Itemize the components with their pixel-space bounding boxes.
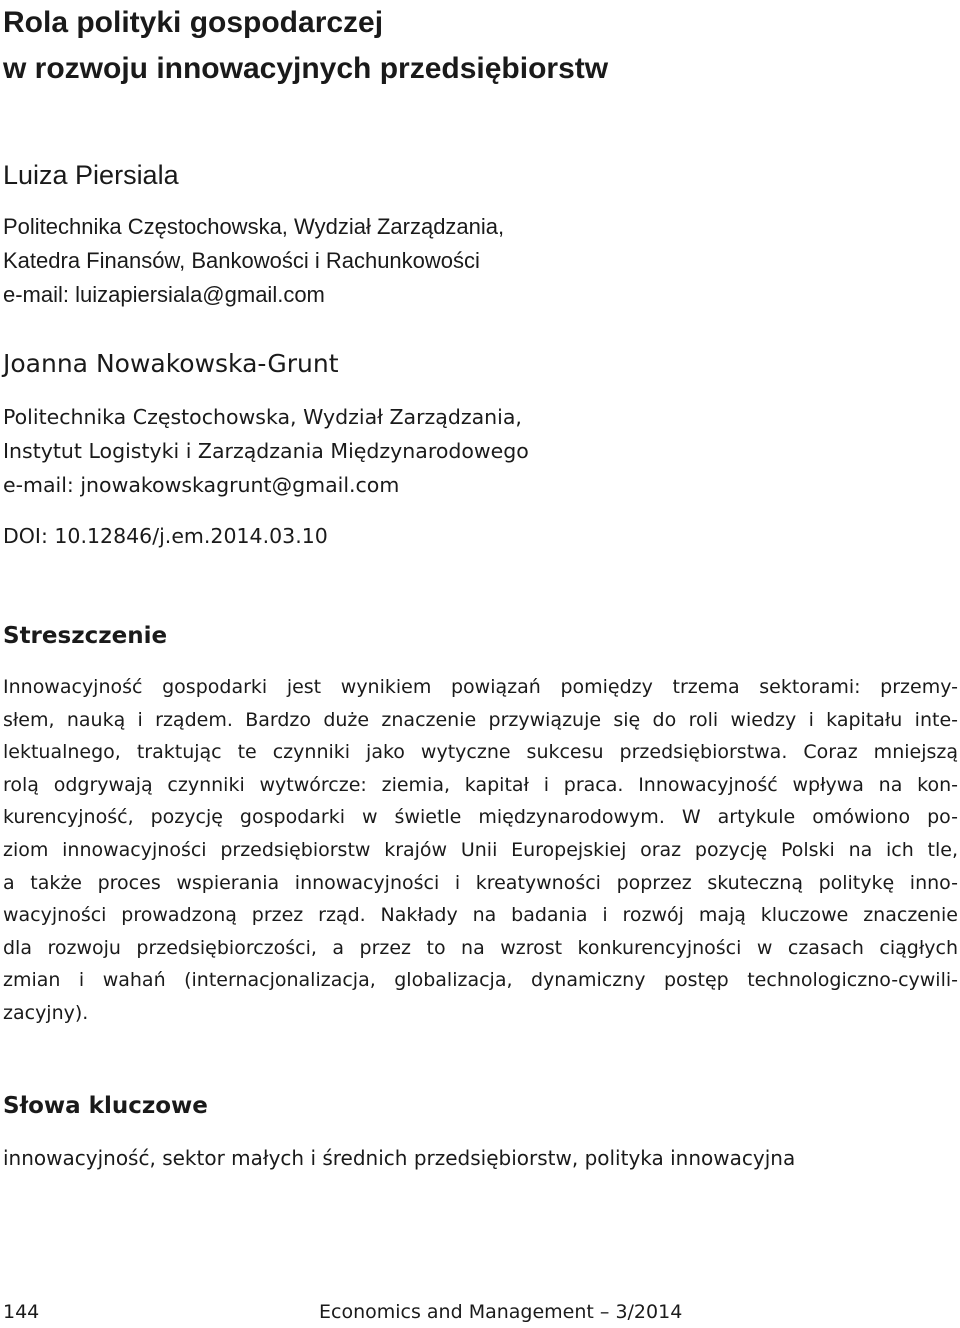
journal-citation: Economics and Management – 3/2014 xyxy=(319,1301,683,1323)
title-line-2: w rozwoju innowacyjnych przedsiębiorstw xyxy=(3,52,609,85)
abstract-body xyxy=(3,671,958,1030)
abstract-line: kurencyjność, pozycję gospodarki w świetle międzynarodowym. W artykule omówiono po- xyxy=(3,806,958,829)
author-affiliation-2 xyxy=(3,400,529,502)
affiliation-line: Politechnika Częstochowska, Wydział Zarządzania, xyxy=(3,405,522,429)
abstract-line: dla rozwoju przedsiębiorczości, a przez to na wzrost konkurencyjności w czasach ciągłych xyxy=(3,936,958,959)
paper-title xyxy=(3,0,943,92)
author-affiliation-1 xyxy=(3,210,504,312)
title-line-1: Rola polityki gospodarczej xyxy=(3,6,384,39)
author-email-1: e-mail: luizapiersiala@gmail.com xyxy=(3,282,325,307)
keywords-text: innowacyjność, sektor małych i średnich przedsiębiorstw, polityka innowacyjna xyxy=(3,1146,796,1170)
author-name-1: Luiza Piersiala xyxy=(3,160,179,190)
page-footer xyxy=(3,1296,958,1328)
doi: DOI: 10.12846/j.em.2014.03.10 xyxy=(3,524,328,548)
abstract-line: słem, nauką i rządem. Bardzo duże znaczenie przywiązuje się do roli wiedzy i kapitału inte- xyxy=(3,708,958,731)
abstract-line: ziom innowacyjności przedsiębiorstw krajów Unii Europejskiej oraz pozycję Polski na ich tle, xyxy=(3,838,958,861)
affiliation-line: Politechnika Częstochowska, Wydział Zarządzania, xyxy=(3,214,505,239)
abstract-line: lektualnego, traktując te czynniki jako wytyczne sukcesu przedsiębiorstwa. Coraz mniejszą xyxy=(3,741,958,764)
author-email-2: e-mail: jnowakowskagrunt@gmail.com xyxy=(3,473,400,497)
author-name-2: Joanna Nowakowska-Grunt xyxy=(3,349,339,378)
abstract-heading: Streszczenie xyxy=(3,623,168,649)
abstract-line: zacyjny). xyxy=(3,1001,89,1024)
abstract-line: Innowacyjność gospodarki jest wynikiem powiązań pomiędzy trzema sektorami: przemy- xyxy=(3,676,958,698)
abstract-line: zmian i wahań (internacjonalizacja, globalizacja, dynamiczny postęp technologiczno-cywili- xyxy=(3,969,958,992)
affiliation-line: Katedra Finansów, Bankowości i Rachunkowości xyxy=(3,248,480,273)
abstract-line: wacyjności prowadzoną przez rząd. Nakłady na badania i rozwój mają kluczowe znaczenie xyxy=(3,904,958,927)
keywords-heading: Słowa kluczowe xyxy=(3,1093,208,1119)
abstract-line: rolą odgrywają czynniki wytwórcze: ziemia, kapitał i praca. Innowacyjność wpływa na kon- xyxy=(3,773,958,796)
abstract-line: a także proces wspierania innowacyjności i kreatywności poprzez skuteczną politykę inno- xyxy=(3,871,958,894)
affiliation-line: Instytut Logistyki i Zarządzania Międzynarodowego xyxy=(3,439,529,463)
page-number: 144 xyxy=(3,1301,40,1323)
